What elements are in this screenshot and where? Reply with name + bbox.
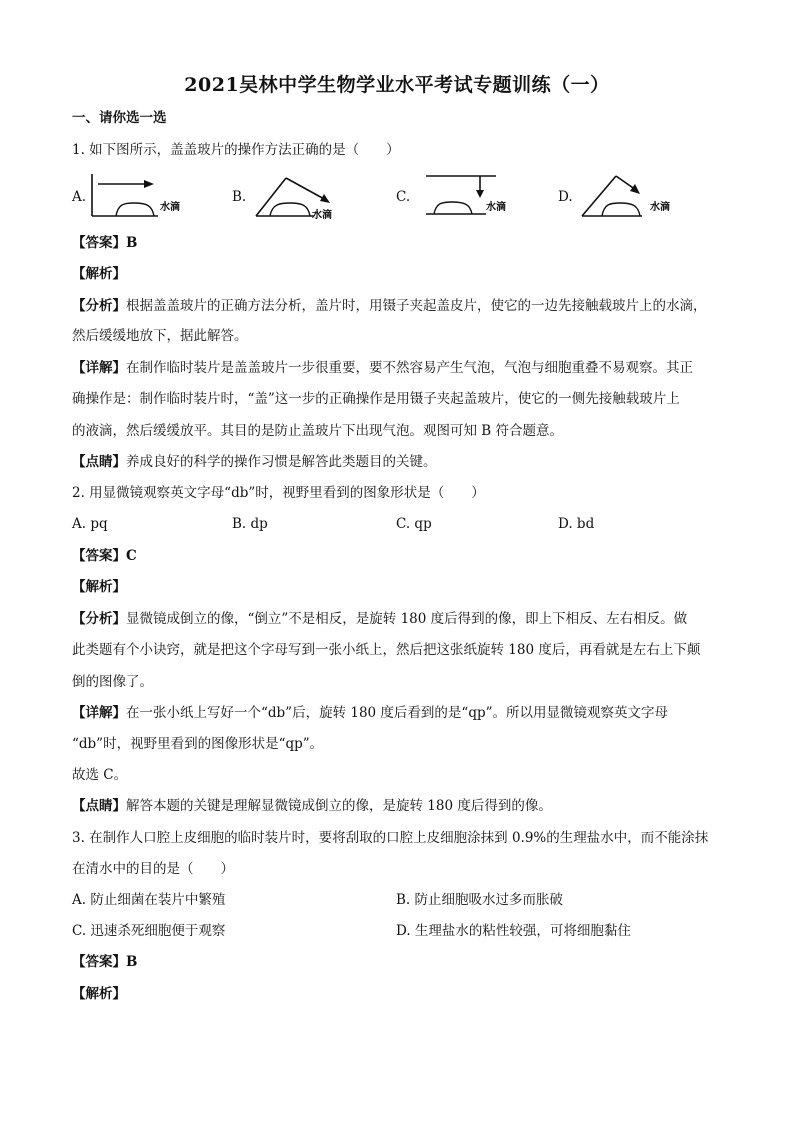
q2-answer: 【答案】C: [72, 548, 137, 564]
q2-detail-line-2: “db”时，视野里看到的图像形状是“qp”。: [72, 736, 324, 752]
q1-figure-d: [578, 172, 678, 220]
q3-stem-line-1: 3. 在制作人口腔上皮细胞的临时装片时，要将刮取的口腔上皮细胞涂抹到 0.9%的生理盐水中，而不能涂抹: [72, 830, 709, 846]
q1-remark-text: 养成良好的科学的操作习惯是解答此类题目的关键。: [126, 454, 437, 470]
q1-figure-c: [420, 172, 520, 220]
q3-answer: 【答案】B: [72, 954, 138, 970]
q1-analysis-tag: 【分析】: [72, 298, 126, 314]
q2-stem: 2. 用显微镜观察英文字母“db”时，视野里看到的图象形状是（ ）: [72, 485, 485, 501]
q2-option-d: D. bd: [558, 516, 595, 532]
q1-remark-tag: 【点睛】: [72, 454, 126, 470]
q3-jiexi-heading: 【解析】: [72, 986, 126, 1002]
q1-figure-b: [252, 172, 352, 220]
q3-option-c: C. 迅速杀死细胞便于观察: [72, 923, 226, 939]
q1-detail-line-2: 确操作是：制作临时装片时，“盖”这一步的正确操作是用镊子夹起盖玻片，使它的一侧先接触载玻片上: [72, 391, 680, 407]
q2-jiexi-heading: 【解析】: [72, 579, 126, 595]
q1-figure-a: [88, 172, 188, 220]
q2-option-c: C. qp: [396, 516, 432, 532]
q2-detail-tag: 【详解】: [72, 705, 126, 721]
q2-option-b: B. dp: [232, 516, 268, 532]
q1-option-c-label: C.: [396, 189, 411, 205]
q2-conclusion: 故选 C。: [72, 767, 128, 783]
q2-analysis-tag: 【分析】: [72, 611, 126, 627]
q1-d-water-label: 水滴: [650, 202, 670, 213]
q1-detail-line-3: 的液滴，然后缓缓放平。其目的是防止盖玻片下出现气泡。观图可知 B 符合题意。: [72, 423, 564, 439]
q1-option-d-label: D.: [558, 189, 573, 205]
section-heading: 一、请你选一选: [72, 110, 167, 126]
q1-analysis-line-2: 然后缓缓地放下，据此解答。: [72, 328, 248, 344]
q3-option-d: D. 生理盐水的粘性较强，可将细胞黏住: [396, 923, 631, 939]
q2-analysis-line-3: 倒的图像了。: [72, 674, 153, 690]
q3-stem-line-2: 在清水中的目的是（ ）: [72, 861, 234, 877]
page-title: 2021吴林中学生物学业水平考试专题训练（一）: [184, 74, 610, 96]
q1-remark-line: [72, 453, 728, 471]
q2-detail-text-1: 在一张小纸上写好一个“db”后，旋转 180 度后看到的是“qp”。所以用显微镜观察英文字母: [126, 705, 669, 721]
q1-option-b-label: B.: [232, 189, 247, 205]
q1-detail-tag: 【详解】: [72, 360, 126, 376]
q2-remark-line: [72, 797, 728, 815]
q1-analysis-line-1: [72, 297, 728, 315]
q1-c-water-label: 水滴: [486, 202, 506, 213]
q1-analysis-text-1: 根据盖盖玻片的正确方法分析，盖片时，用镊子夹起盖皮片，使它的一边先接触载玻片上的水滴，: [126, 298, 707, 314]
q1-a-water-label: 水滴: [160, 202, 180, 213]
q2-option-a: A. pq: [72, 516, 108, 532]
q2-analysis-line-2: 此类题有个小诀窍，就是把这个字母写到一张小纸上，然后把这张纸旋转 180 度后，再看就是左右上下颠: [72, 642, 701, 658]
q3-option-b: B. 防止细胞吸水过多而胀破: [396, 892, 564, 908]
q2-analysis-line-1: [72, 610, 728, 628]
q3-option-a: A. 防止细菌在装片中繁殖: [72, 892, 226, 908]
q2-remark-tag: 【点睛】: [72, 798, 126, 814]
q1-answer: 【答案】B: [72, 235, 138, 251]
q1-detail-line-1: [72, 359, 728, 377]
q1-jiexi-heading: 【解析】: [72, 266, 126, 282]
q2-detail-line-1: [72, 704, 728, 722]
q1-detail-text-1: 在制作临时装片是盖盖玻片一步很重要，要不然容易产生气泡，气泡与细胞重叠不易观察。其正: [126, 360, 693, 376]
q2-remark-text: 解答本题的关键是理解显微镜成倒立的像，是旋转 180 度后得到的像。: [126, 798, 552, 814]
q2-analysis-text-1: 显微镜成倒立的像，“倒立”不是相反，是旋转 180 度后得到的像，即上下相反、左右相反。做: [126, 611, 688, 627]
q1-option-a-label: A.: [72, 189, 87, 205]
q1-b-water-label: 水滴: [312, 210, 332, 220]
q1-stem: 1. 如下图所示，盖盖玻片的操作方法正确的是（ ）: [72, 142, 400, 158]
